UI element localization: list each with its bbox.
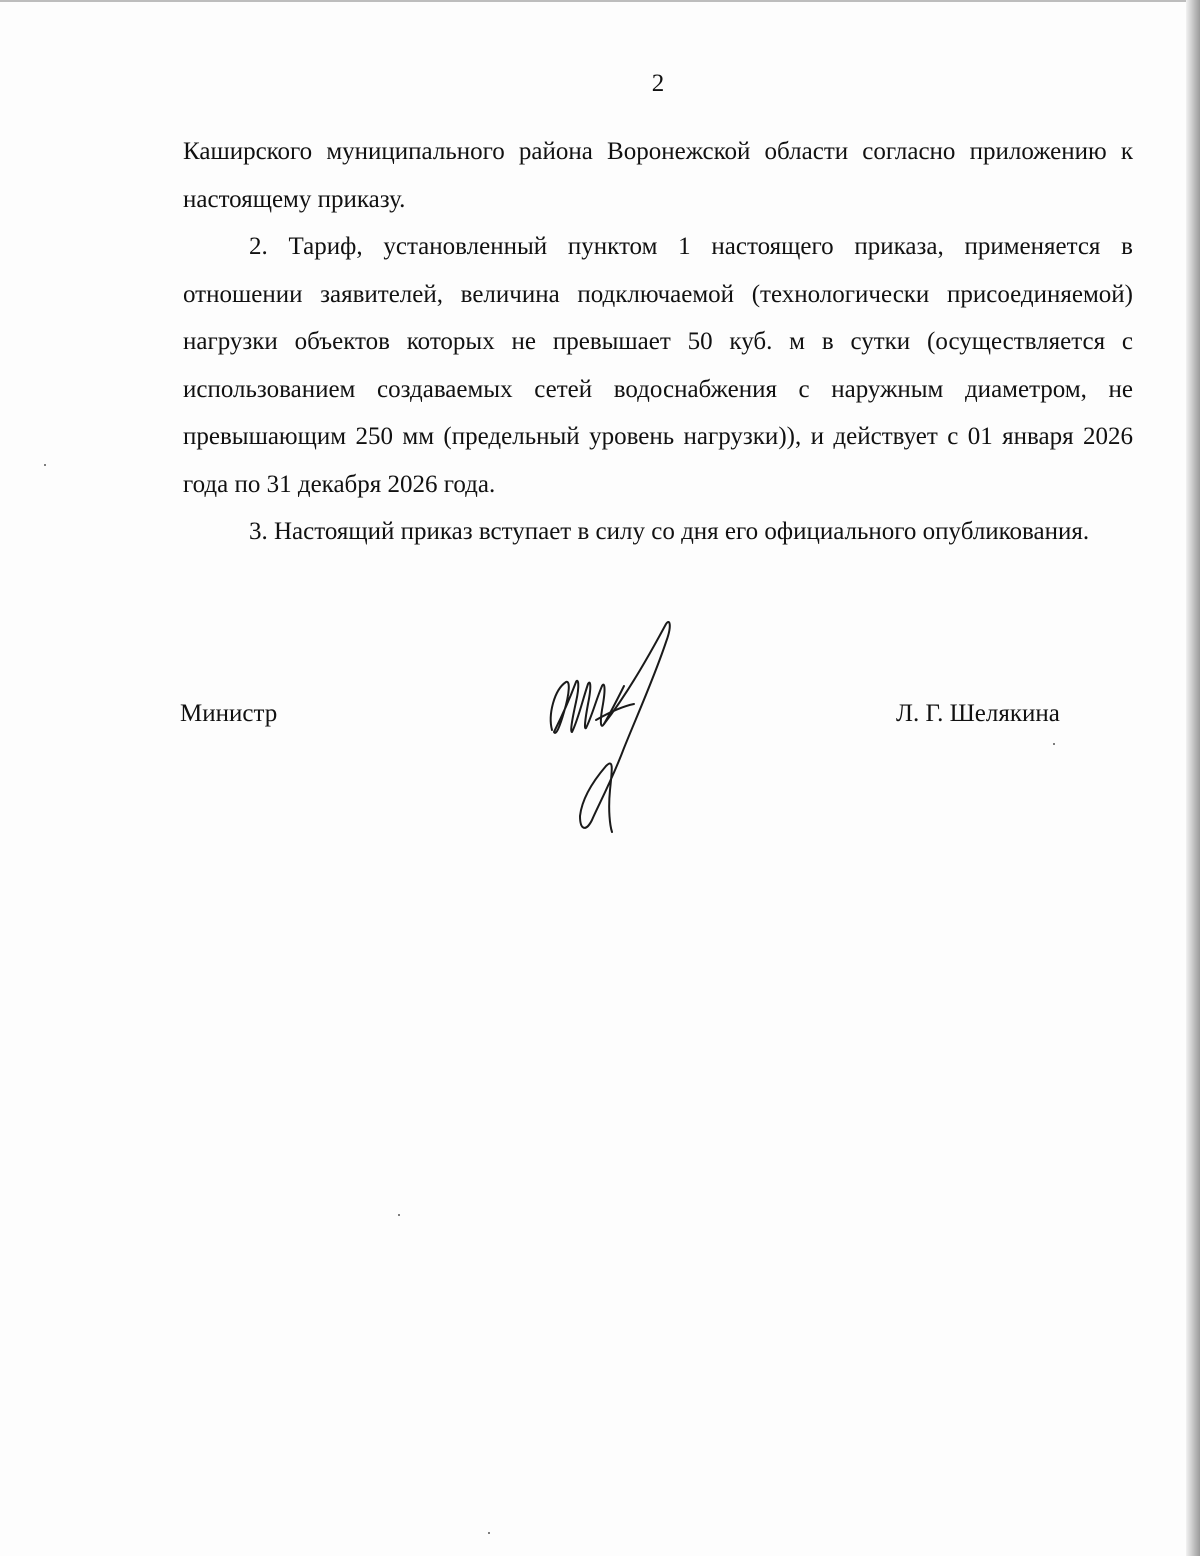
- paragraph-item-2: 2. Тариф, установленный пунктом 1 настоящего приказа, применяется в отношении заявителей, величина подключаемой (технологически присоединяемой) нагрузки объектов которых не превышает 50 куб. м в сутки (осуществляется с использованием создаваемых сетей водоснабжения с наружным диаметром, не превышающим 250 мм (предельный уровень нагрузки)), и действует с 01 января 2026 года по 31 декабря 2026 года.: [183, 233, 1133, 498]
- scan-speck: [488, 1532, 490, 1534]
- signatory-name: Л. Г. Шелякина: [896, 700, 1060, 727]
- scan-edge-top: [0, 0, 1200, 2]
- signatory-role: Министр: [180, 700, 278, 727]
- paragraph-item-3: 3. Настоящий приказ вступает в силу со дня его официального опубликования.: [249, 518, 1090, 545]
- document-body: [183, 128, 1133, 556]
- scan-speck: [1053, 743, 1055, 745]
- scan-speck: [44, 464, 46, 466]
- page-number: 2: [651, 70, 665, 97]
- scan-speck: [398, 1214, 400, 1216]
- paragraph-continuation: Каширского муниципального района Воронежской области согласно приложению к настоящему приказу.: [183, 138, 1133, 213]
- handwritten-signature: [540, 620, 680, 840]
- signature-block: [0, 690, 1200, 860]
